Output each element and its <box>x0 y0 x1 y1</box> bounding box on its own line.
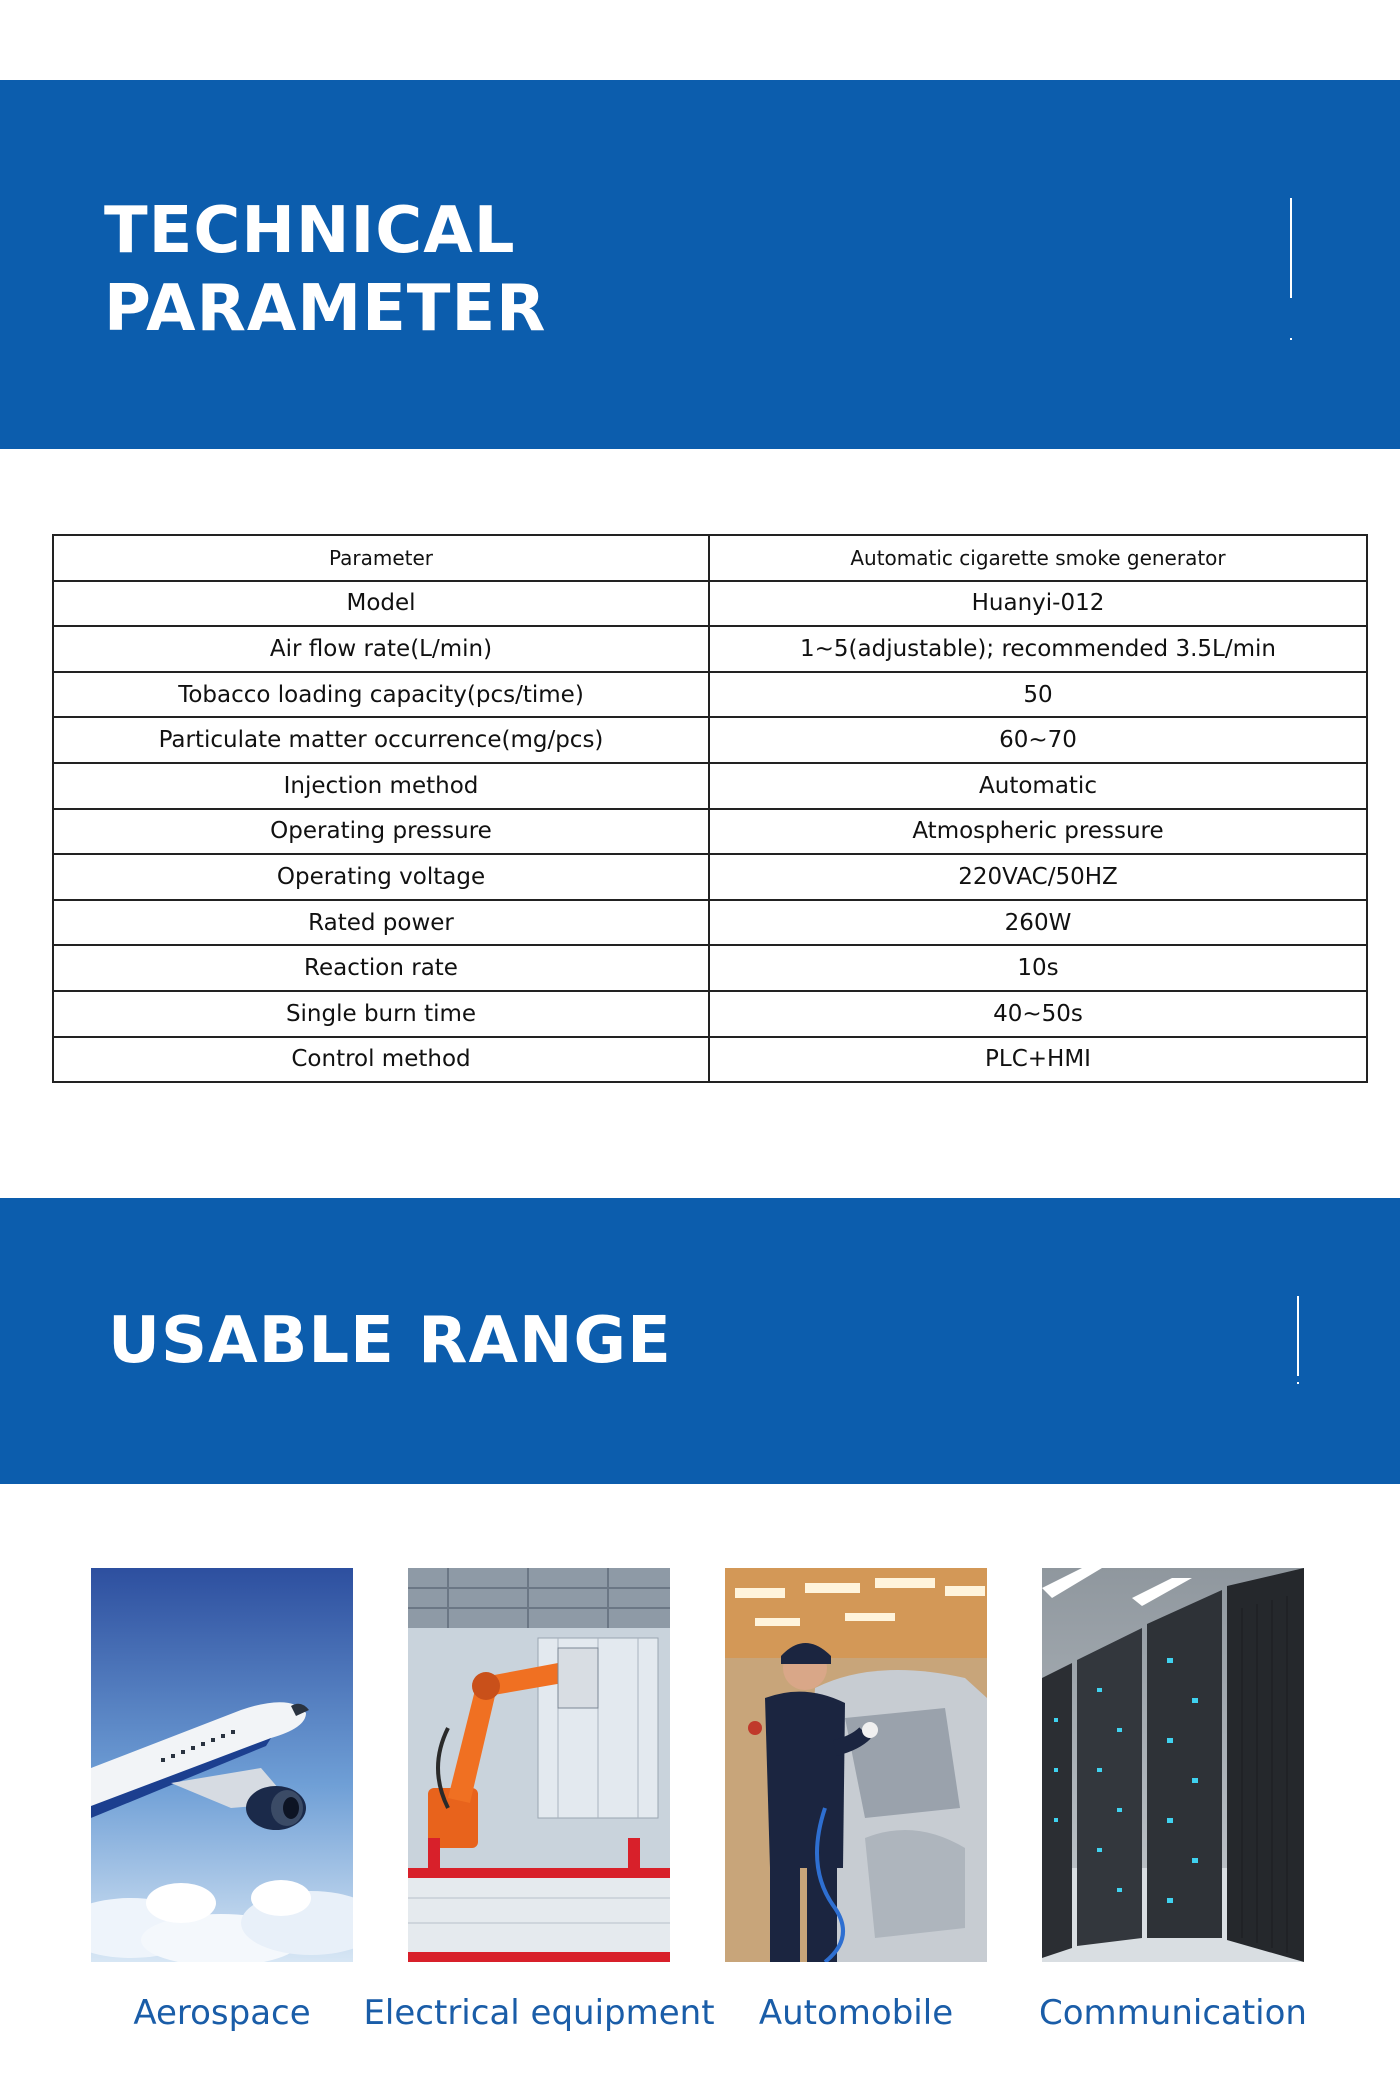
param-name: Operating pressure <box>53 809 709 855</box>
param-name: Particulate matter occurrence(mg/pcs) <box>53 717 709 763</box>
table-row <box>53 945 1367 991</box>
param-value: Automatic <box>709 763 1367 809</box>
table-row <box>53 717 1367 763</box>
usable-range-banner <box>0 1198 1400 1484</box>
param-value: 40~50s <box>709 991 1367 1037</box>
param-value: 60~70 <box>709 717 1367 763</box>
table-header-row <box>53 535 1367 581</box>
application-card-communication <box>1039 1568 1307 2033</box>
param-name: Reaction rate <box>53 945 709 991</box>
airplane-photo-icon <box>91 1568 353 1962</box>
param-value: 260W <box>709 900 1367 946</box>
param-value: Huanyi-012 <box>709 581 1367 627</box>
table-row <box>53 809 1367 855</box>
param-name: Operating voltage <box>53 854 709 900</box>
title-line-2: PARAMETER <box>104 272 547 346</box>
server-rack-photo-icon <box>1042 1568 1304 1962</box>
table-header-cell: Automatic cigarette smoke generator <box>709 535 1367 581</box>
application-gallery <box>0 1568 1400 2048</box>
table-row <box>53 854 1367 900</box>
param-name: Tobacco loading capacity(pcs/time) <box>53 672 709 718</box>
param-name: Single burn time <box>53 991 709 1037</box>
table-row <box>53 991 1367 1037</box>
robot-arm-photo-icon <box>408 1568 670 1962</box>
decorative-dot <box>1290 338 1292 340</box>
car-assembly-photo-icon <box>725 1568 987 1962</box>
title-line-1: TECHNICAL <box>104 194 516 268</box>
decorative-dot <box>1297 1382 1299 1384</box>
table-header-cell: Parameter <box>53 535 709 581</box>
technical-parameter-banner <box>0 80 1400 449</box>
table-row <box>53 581 1367 627</box>
application-card-aerospace <box>91 1568 353 2033</box>
param-name: Model <box>53 581 709 627</box>
param-name: Rated power <box>53 900 709 946</box>
decorative-vertical-line <box>1290 198 1292 298</box>
param-value: Atmospheric pressure <box>709 809 1367 855</box>
table-row <box>53 763 1367 809</box>
application-label: Automobile <box>758 1993 954 2033</box>
technical-parameter-title <box>104 192 546 348</box>
parameter-table <box>52 534 1368 1083</box>
table-row <box>53 900 1367 946</box>
param-value: 220VAC/50HZ <box>709 854 1367 900</box>
param-name: Air flow rate(L/min) <box>53 626 709 672</box>
param-value: PLC+HMI <box>709 1037 1367 1083</box>
param-value: 10s <box>709 945 1367 991</box>
application-card-electrical <box>363 1568 715 2033</box>
application-label: Aerospace <box>133 1993 311 2033</box>
application-card-automobile <box>725 1568 987 2033</box>
table-row <box>53 626 1367 672</box>
param-name: Control method <box>53 1037 709 1083</box>
param-name: Injection method <box>53 763 709 809</box>
param-value: 50 <box>709 672 1367 718</box>
decorative-vertical-line <box>1297 1296 1299 1376</box>
param-value: 1~5(adjustable); recommended 3.5L/min <box>709 626 1367 672</box>
application-label: Electrical equipment <box>363 1993 715 2033</box>
usable-range-title: USABLE RANGE <box>108 1304 672 1378</box>
application-label: Communication <box>1039 1993 1307 2033</box>
table-row <box>53 672 1367 718</box>
table-row <box>53 1037 1367 1083</box>
